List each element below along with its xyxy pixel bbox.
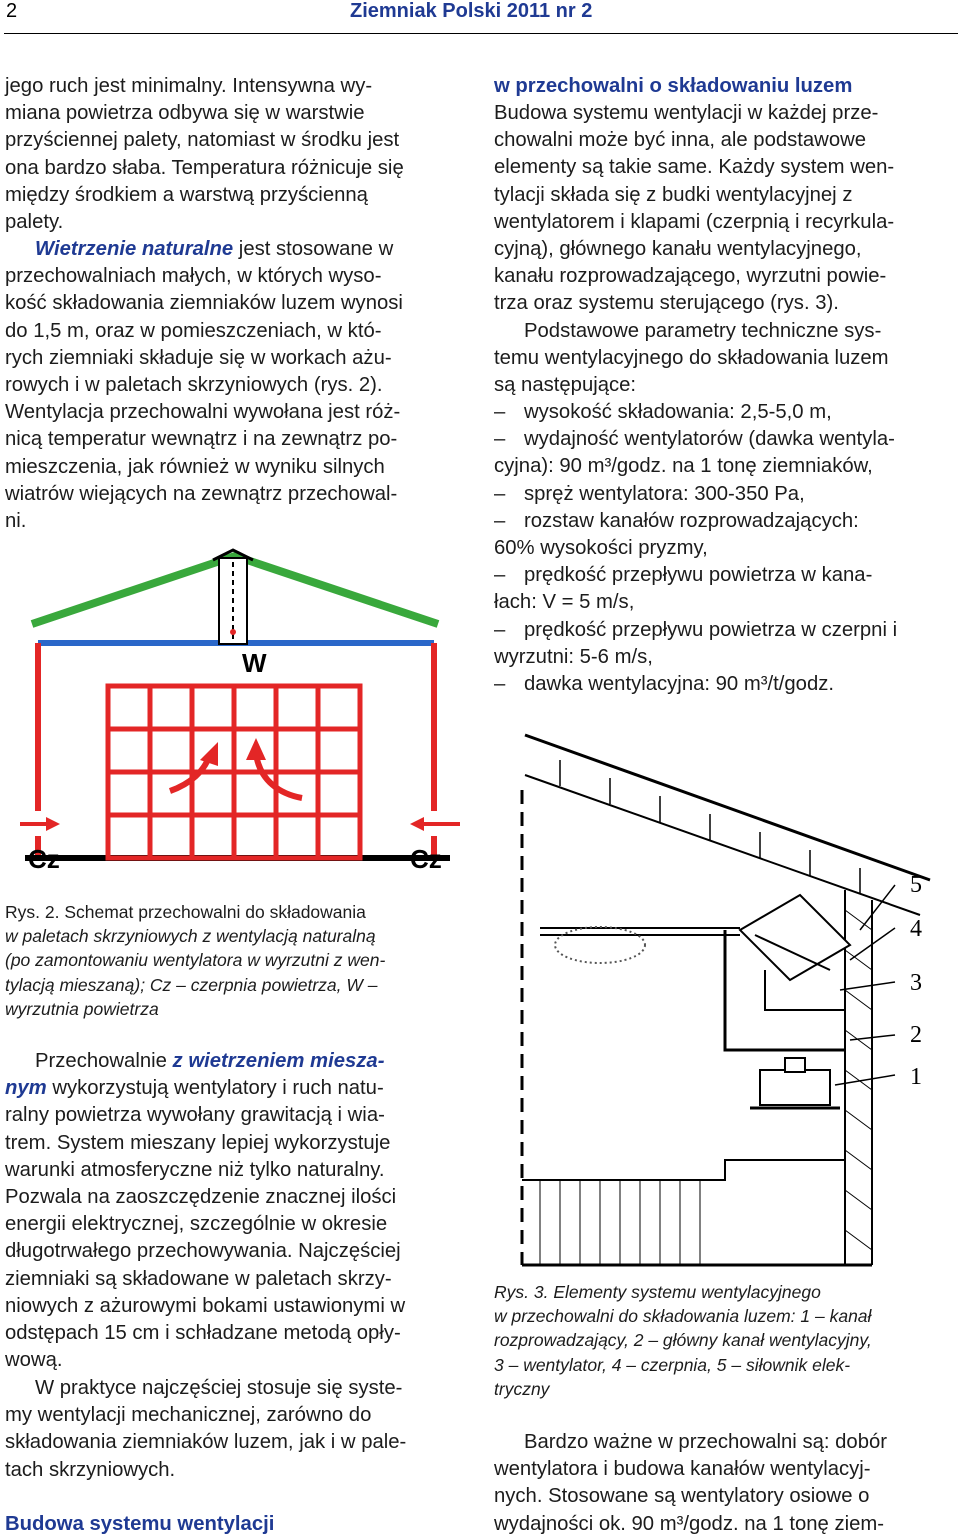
param-item: – spręż wentylatora: 300-350 Pa,: [494, 482, 805, 505]
param-item: – prędkość przepływu powietrza w czerpni i wyrzutni: 5-6 m/s,: [494, 618, 898, 668]
subheading-luzem: w przechowalni o składowaniu luzem: [494, 75, 853, 97]
potato-heap: [555, 927, 645, 963]
left-paragraph-1: jego ruch jest minimalny. Intensywna wy- miana powietrza odbywa się w warstwie przyściennej palety, natomiast w środku jest ona bardzo słaba. Temperatura różnicuje się między środkiem a warstwą przyścienną palety.: [5, 75, 404, 234]
fan: [760, 1070, 830, 1105]
label-cz-left: Cz: [28, 844, 60, 874]
page-number: 2: [6, 0, 18, 22]
inlet-arrow-right: [410, 817, 424, 831]
caption-figure-2: Rys. 2. Schemat przechowalni do składowania w paletach skrzyniowych z wentylacją naturalną (po zamontowaniu wentylatora w wyrzutni z wen- tylacją mieszaną); Cz – czerpnia powietrza, W – wyrzutnia powietrza: [5, 902, 386, 1019]
label-w: W: [242, 648, 267, 678]
right-paragraph-2: Podstawowe parametry techniczne sys- temu wentylacyjnego do składowania luzem są następujące:: [494, 320, 889, 397]
label-2: 2: [910, 1022, 922, 1048]
figure-2-storage-natural-ventilation: [20, 546, 460, 876]
label-cz-right: Cz: [410, 844, 442, 874]
left-paragraph-3: Przechowalnie z wietrzeniem miesza- nym wykorzystują wentylatory i ruch natu- ralny powietrza wywołany grawitacją i wia- trem. System mieszany lepiej wykorzystuje warunki atmosferyczne niż tylko naturalny. Pozwala na zaoszczędzenie znacznej ilości energii elektrycznej, szczególnie w okresie długotrwałego przechowywania. Najczęściej ziemniaki są składowane w paletach skrzy- niowych z ażurowymi bokami ustawionymi w odstępach 15 cm i schładzane metodą opły- wową.: [5, 1050, 406, 1372]
param-item: – wydajność wentylatorów (dawka wentyla- cyjna): 90 m³/godz. na 1 tonę ziemniaków,: [494, 428, 895, 478]
parameters-list: [494, 399, 952, 698]
param-item: – wysokość składowania: 2,5-5,0 m,: [494, 401, 832, 423]
inlet-arrow-left: [46, 817, 60, 831]
param-item: – prędkość przepływu powietrza w kana- łach: V = 5 m/s,: [494, 564, 873, 614]
journal-title: Ziemniak Polski 2011 nr 2: [350, 0, 593, 22]
param-item: – dawka wentylacyjna: 90 m³/t/godz.: [494, 673, 835, 696]
airflow-arrow-right: [256, 754, 302, 798]
label-1: 1: [910, 1064, 922, 1090]
distribution-channel: [540, 1180, 700, 1265]
subheading-budowa: Budowa systemu wentylacji: [5, 1513, 275, 1535]
right-paragraph-3: Bardzo ważne w przechowalni są: dobór wentylatora i budowa kanałów wentylacyj- nych. Stosowane są wentylatory osiowe o wydajności ok. 90 m³/godz. na 1 tonę ziem-: [494, 1431, 888, 1535]
figure-3-ventilation-system: [500, 730, 955, 1270]
caption-figure-3: Rys. 3. Elementy systemu wentylacyjnego w przechowalni do składowania luzem: 1 – kanał rozprowadzający, 2 – główny kanał wentylacyjny, 3 – wentylator, 4 – czerpnia, 5 – siłownik elek- tryczny: [494, 1282, 872, 1399]
right-paragraph-1: Budowa systemu wentylacji w każdej prze- chowalni może być inna, ale podstawowe elementy są takie same. Każdy system wen- tylacji składa się z budki wentylacyjnej z wentylatorem i klapami (czerpnią i recyrkula- cyjną), głównego kanału wentylacyjnego, kanału rozprowadzającego, wyrzutni powie- trza oraz systemu sterującego (rys. 3).: [494, 102, 895, 315]
pallet-grid: [108, 686, 360, 858]
label-4: 4: [910, 916, 922, 942]
emph-wietrzenie-naturalne: Wietrzenie naturalne: [35, 238, 234, 260]
header-rule: [4, 33, 958, 34]
label-5: 5: [910, 872, 922, 898]
intake-box: [740, 895, 850, 980]
roof-line: [525, 735, 930, 880]
left-paragraph-4: W praktyce najczęściej stosuje się syste- my wentylacji mechanicznej, zarówno do składowania ziemniaków luzem, jak i w pale- tach skrzyniowych.: [5, 1377, 407, 1481]
emph-wietrzenie-mieszane: z wietrzeniem miesza-: [172, 1050, 385, 1072]
label-3: 3: [910, 970, 922, 996]
left-paragraph-2: Wietrzenie naturalne jest stosowane w przechowalniach małych, w których wyso- kość składowania ziemniaków luzem wynosi do 1,5 m, oraz w pomieszczeniach, w któ- rych ziemniaki składuje się w workach ażu- rowych i w paletach skrzyniowych (rys. 2). Wentylacja przechowalni wywołana jest róż- nicą temperatur wewnątrz i na zewnątrz po- mieszczenia, jak również w wyniku silnych wiatrów wiejących na zewnątrz przechowal- ni.: [5, 238, 403, 533]
param-item: – rozstaw kanałów rozprowadzających: 60% wysokości pryzmy,: [494, 509, 859, 560]
